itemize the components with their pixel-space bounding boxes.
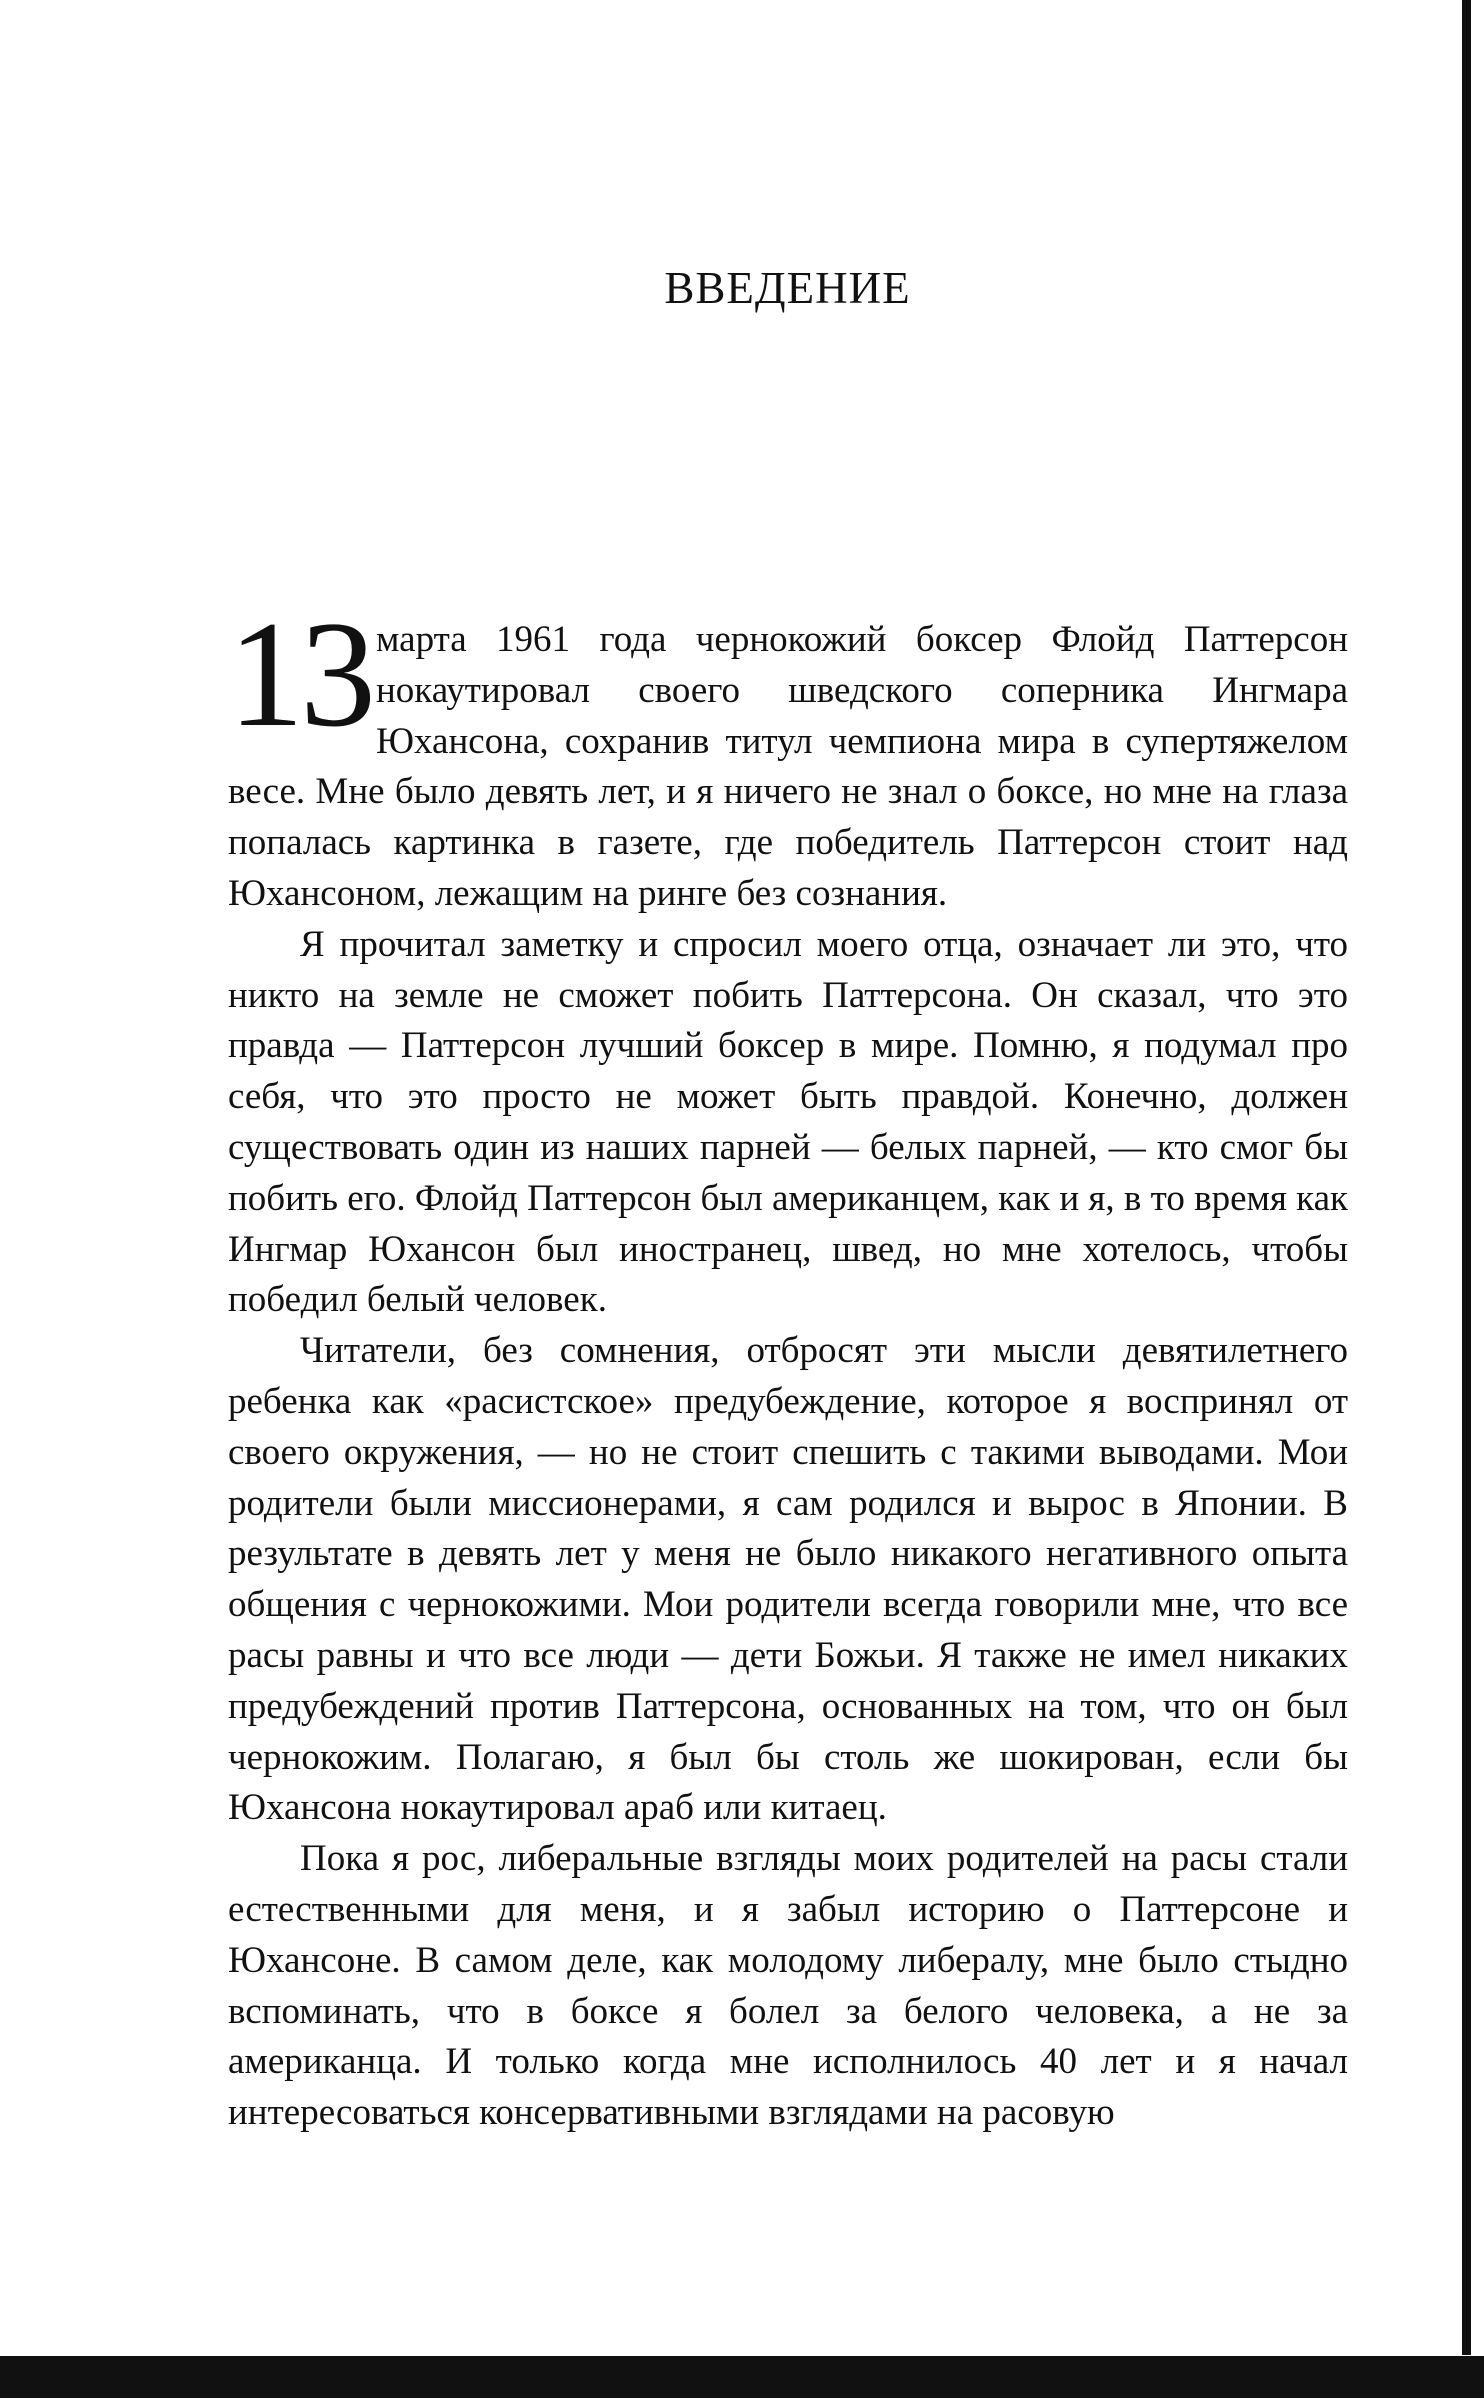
paragraph-3: Читатели, без сомнения, отбросят эти мысли девятилетнего ребенка как «расистское» предубеждение, которое я воспринял от своего окружения, — но не стоит спешить с такими выводами. Мои родители были миссионерами, я сам родился и вырос в Японии. В результате в девять лет у меня не было никакого негативного опыта общения с чернокожими. Мои родители всегда говорили мне, что все расы равны и что все люди — дети Божьи. Я также не имел никаких предубеждений против Паттерсона, основанных на том, что он был чернокожим. Полагаю, я был бы столь же шокирован, если бы Юхансона нокаутировал араб или китаец. (228, 1330, 1348, 1829)
paragraph-2: Я прочитал заметку и спросил моего отца, означает ли это, что никто на земле не сможет побить Паттерсона. Он сказал, что это правда — Паттерсон лучший боксер в мире. Помню, я подумал про себя, что это просто не может быть правдой. Конечно, должен существовать один из наших парней — белых парней, — кто смог бы побить его. Флойд Паттерсон был американцем, как и я, в то время как Ингмар Юхансон был иностранец, швед, но мне хотелось, чтобы победил белый человек. (228, 923, 1348, 1321)
paragraph-4: Пока я рос, либеральные взгляды моих родителей на расы стали естественными для меня, и я забыл историю о Паттерсоне и Юхансоне. В самом деле, как молодому либералу, мне было стыдно вспоминать, что в боксе я болел за белого человека, а не за американца. И только когда мне исполнилось 40 лет и я начал интересоваться консервативными взглядами на расовую (228, 1838, 1348, 2134)
chapter-title: ВВЕДЕНИЕ (664, 263, 911, 313)
paragraph-1-text: марта 1961 года чернокожий боксер Флойд Паттерсон нокаутировал своего шведского соперника Ингмара Юхансона, сохранив титул чемпиона мира в супертяжелом весе. Мне было девять лет, и я ничего не знал о боксе, но мне на глаза попалась картинка в газете, где победитель Паттерсон стоит над Юхансоном, лежащим на ринге без сознания. (228, 619, 1348, 914)
drop-cap-numeral: 13 (228, 590, 372, 758)
page-edge-right-border (1462, 0, 1471, 2355)
body-text (228, 590, 1348, 2139)
page-edge-bottom-border (0, 2356, 1484, 2398)
paragraph-1 (228, 590, 1348, 920)
